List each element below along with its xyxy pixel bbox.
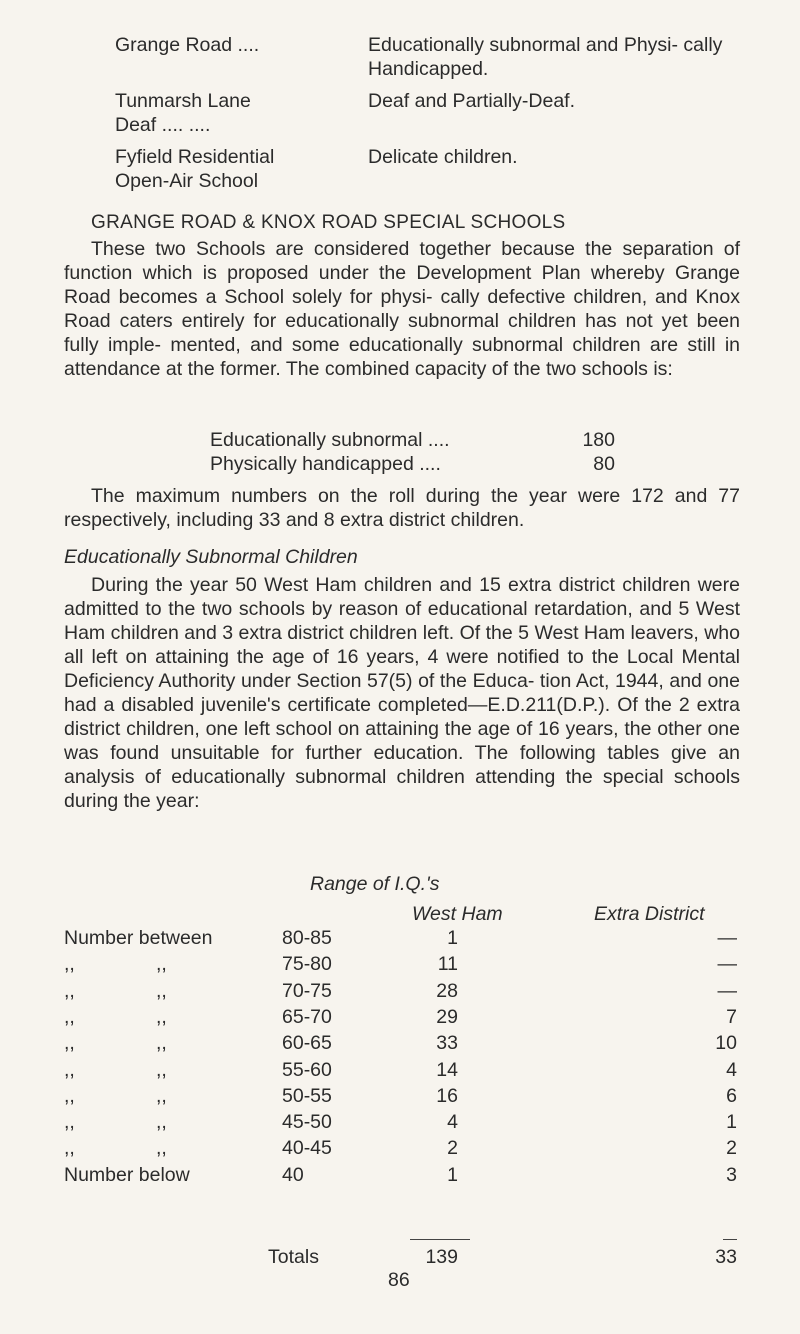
iq-range: 40: [282, 1163, 304, 1186]
capacity-row: [210, 428, 690, 452]
table-row: [0, 1031, 800, 1055]
row-label: ,,: [64, 1084, 75, 1107]
iq-range: 70-75: [282, 979, 332, 1002]
paragraph-roll-text: The maximum numbers on the roll during the year were 172 and 77 respectively, including 33 and 8 extra district children.: [64, 485, 740, 531]
total-west-ham: 139: [425, 1246, 458, 1268]
iq-range: 55-60: [282, 1058, 332, 1081]
row-label: Number below: [64, 1163, 190, 1186]
capacity-value: 80: [593, 453, 615, 475]
school-name-tunmarsh: Tunmarsh Lane Deaf .... ....: [115, 90, 251, 136]
row-label-ditto: ,,: [156, 1032, 167, 1055]
capacity-label: Educationally subnormal ....: [210, 429, 450, 451]
table-row: [0, 952, 800, 976]
west-ham-count: 28: [436, 979, 458, 1002]
school-name-grange: Grange Road ....: [115, 34, 260, 56]
iq-range: 50-55: [282, 1084, 332, 1107]
totals-rule-extra-district: [723, 1239, 737, 1240]
west-ham-count: 33: [436, 1032, 458, 1055]
west-ham-count: 29: [436, 1005, 458, 1028]
west-ham-count: 1: [447, 1163, 458, 1186]
school-desc-fyfield: Delicate children.: [368, 146, 518, 168]
table-row: [0, 1058, 800, 1082]
extra-district-count: —: [717, 979, 737, 1002]
row-label-ditto: ,,: [156, 1058, 167, 1081]
iq-range: 45-50: [282, 1111, 332, 1134]
iq-range: 75-80: [282, 953, 332, 976]
extra-district-count: —: [717, 953, 737, 976]
school-desc-tunmarsh: Deaf and Partially-Deaf.: [368, 90, 576, 112]
paragraph-admissions: [64, 573, 740, 813]
row-label-ditto: ,,: [156, 1005, 167, 1028]
capacity-value: 180: [582, 429, 615, 451]
iq-range: 65-70: [282, 1005, 332, 1028]
extra-district-count: 1: [726, 1111, 737, 1134]
extra-district-count: —: [717, 927, 737, 949]
iq-range: 40-45: [282, 1137, 332, 1160]
totals-label: Totals: [268, 1246, 319, 1268]
paragraph-admissions-text: During the year 50 West Ham children and 15 extra district children were admitted to the two schools by reason of educational retardation, and 5 West Ham children and 3 extra district children left. Of the 5 West Ham leavers, who all left on attaining the age of 16 years, 4 were notified to the Local Mental Deficiency Authority under Section 57(5) of the Educa- tion Act, 1944, and one had a disabled juvenile's certificate completed—E.D.211(D.P.). Of the 2 extra district children, one left school on attaining the age of 16 years, the other one was found unsuitable for further education. The following tables give an analysis of educationally subnormal children attending the special schools during the year:: [64, 574, 740, 812]
row-label: ,,: [64, 1111, 75, 1134]
row-label: ,,: [64, 953, 75, 976]
paragraph-intro-text: These two Schools are considered together because the separation of function which is proposed under the Development Plan whereby Grange Road becomes a School solely for physi- cally defective children, and Knox Road caters entirely for educationally subnormal children has not yet been fully imple- mented, and some educationally subnormal children are still in attendance at the former. The combined capacity of the two schools is:: [64, 238, 740, 380]
extra-district-count: 7: [726, 1005, 737, 1028]
extra-district-count: 3: [726, 1163, 737, 1186]
extra-district-count: 10: [715, 1032, 737, 1055]
row-label-ditto: ,,: [156, 1137, 167, 1160]
west-ham-count: 1: [447, 927, 458, 949]
row-label: ,,: [64, 1137, 75, 1160]
page-number: 86: [388, 1269, 410, 1291]
table-row: [0, 979, 800, 1003]
west-ham-count: 4: [447, 1111, 458, 1134]
iq-range: 80-85: [282, 927, 332, 949]
table-row: [0, 1005, 800, 1029]
extra-district-count: 2: [726, 1137, 737, 1160]
row-label: ,,: [64, 1032, 75, 1055]
table-title: Range of I.Q.'s: [310, 873, 440, 895]
total-extra-district: 33: [715, 1246, 737, 1268]
subheading: Educationally Subnormal Children: [64, 546, 358, 568]
paragraph-roll: [64, 484, 740, 532]
row-label-ditto: ,,: [156, 979, 167, 1002]
row-label-ditto: ,,: [156, 1084, 167, 1107]
extra-district-count: 6: [726, 1084, 737, 1107]
table-row: [0, 1110, 800, 1134]
row-label-ditto: ,,: [156, 953, 167, 976]
table-row: [0, 1136, 800, 1160]
west-ham-count: 14: [436, 1058, 458, 1081]
capacity-label: Physically handicapped ....: [210, 453, 441, 475]
totals-row: [0, 1245, 800, 1269]
capacity-row: [210, 452, 690, 476]
row-label: ,,: [64, 1005, 75, 1028]
row-label: ,,: [64, 1058, 75, 1081]
table-row: [0, 1163, 800, 1187]
table-row: [0, 926, 800, 950]
paragraph-intro: [64, 237, 740, 381]
row-label: ,,: [64, 979, 75, 1002]
column-header-west-ham: West Ham: [412, 903, 503, 925]
totals-rule-west-ham: [410, 1239, 470, 1240]
west-ham-count: 2: [447, 1137, 458, 1160]
west-ham-count: 16: [436, 1084, 458, 1107]
school-name-fyfield: Fyfield Residential Open-Air School: [115, 146, 275, 192]
table-row: [0, 1084, 800, 1108]
iq-range: 60-65: [282, 1032, 332, 1055]
row-label: Number between: [64, 927, 213, 949]
school-desc-grange: Educationally subnormal and Physi- cally Handicapped.: [368, 34, 723, 80]
section-heading: GRANGE ROAD & KNOX ROAD SPECIAL SCHOOLS: [91, 212, 566, 233]
west-ham-count: 11: [437, 953, 458, 976]
extra-district-count: 4: [726, 1058, 737, 1081]
row-label-ditto: ,,: [156, 1111, 167, 1134]
column-header-extra-district: Extra District: [594, 903, 705, 925]
